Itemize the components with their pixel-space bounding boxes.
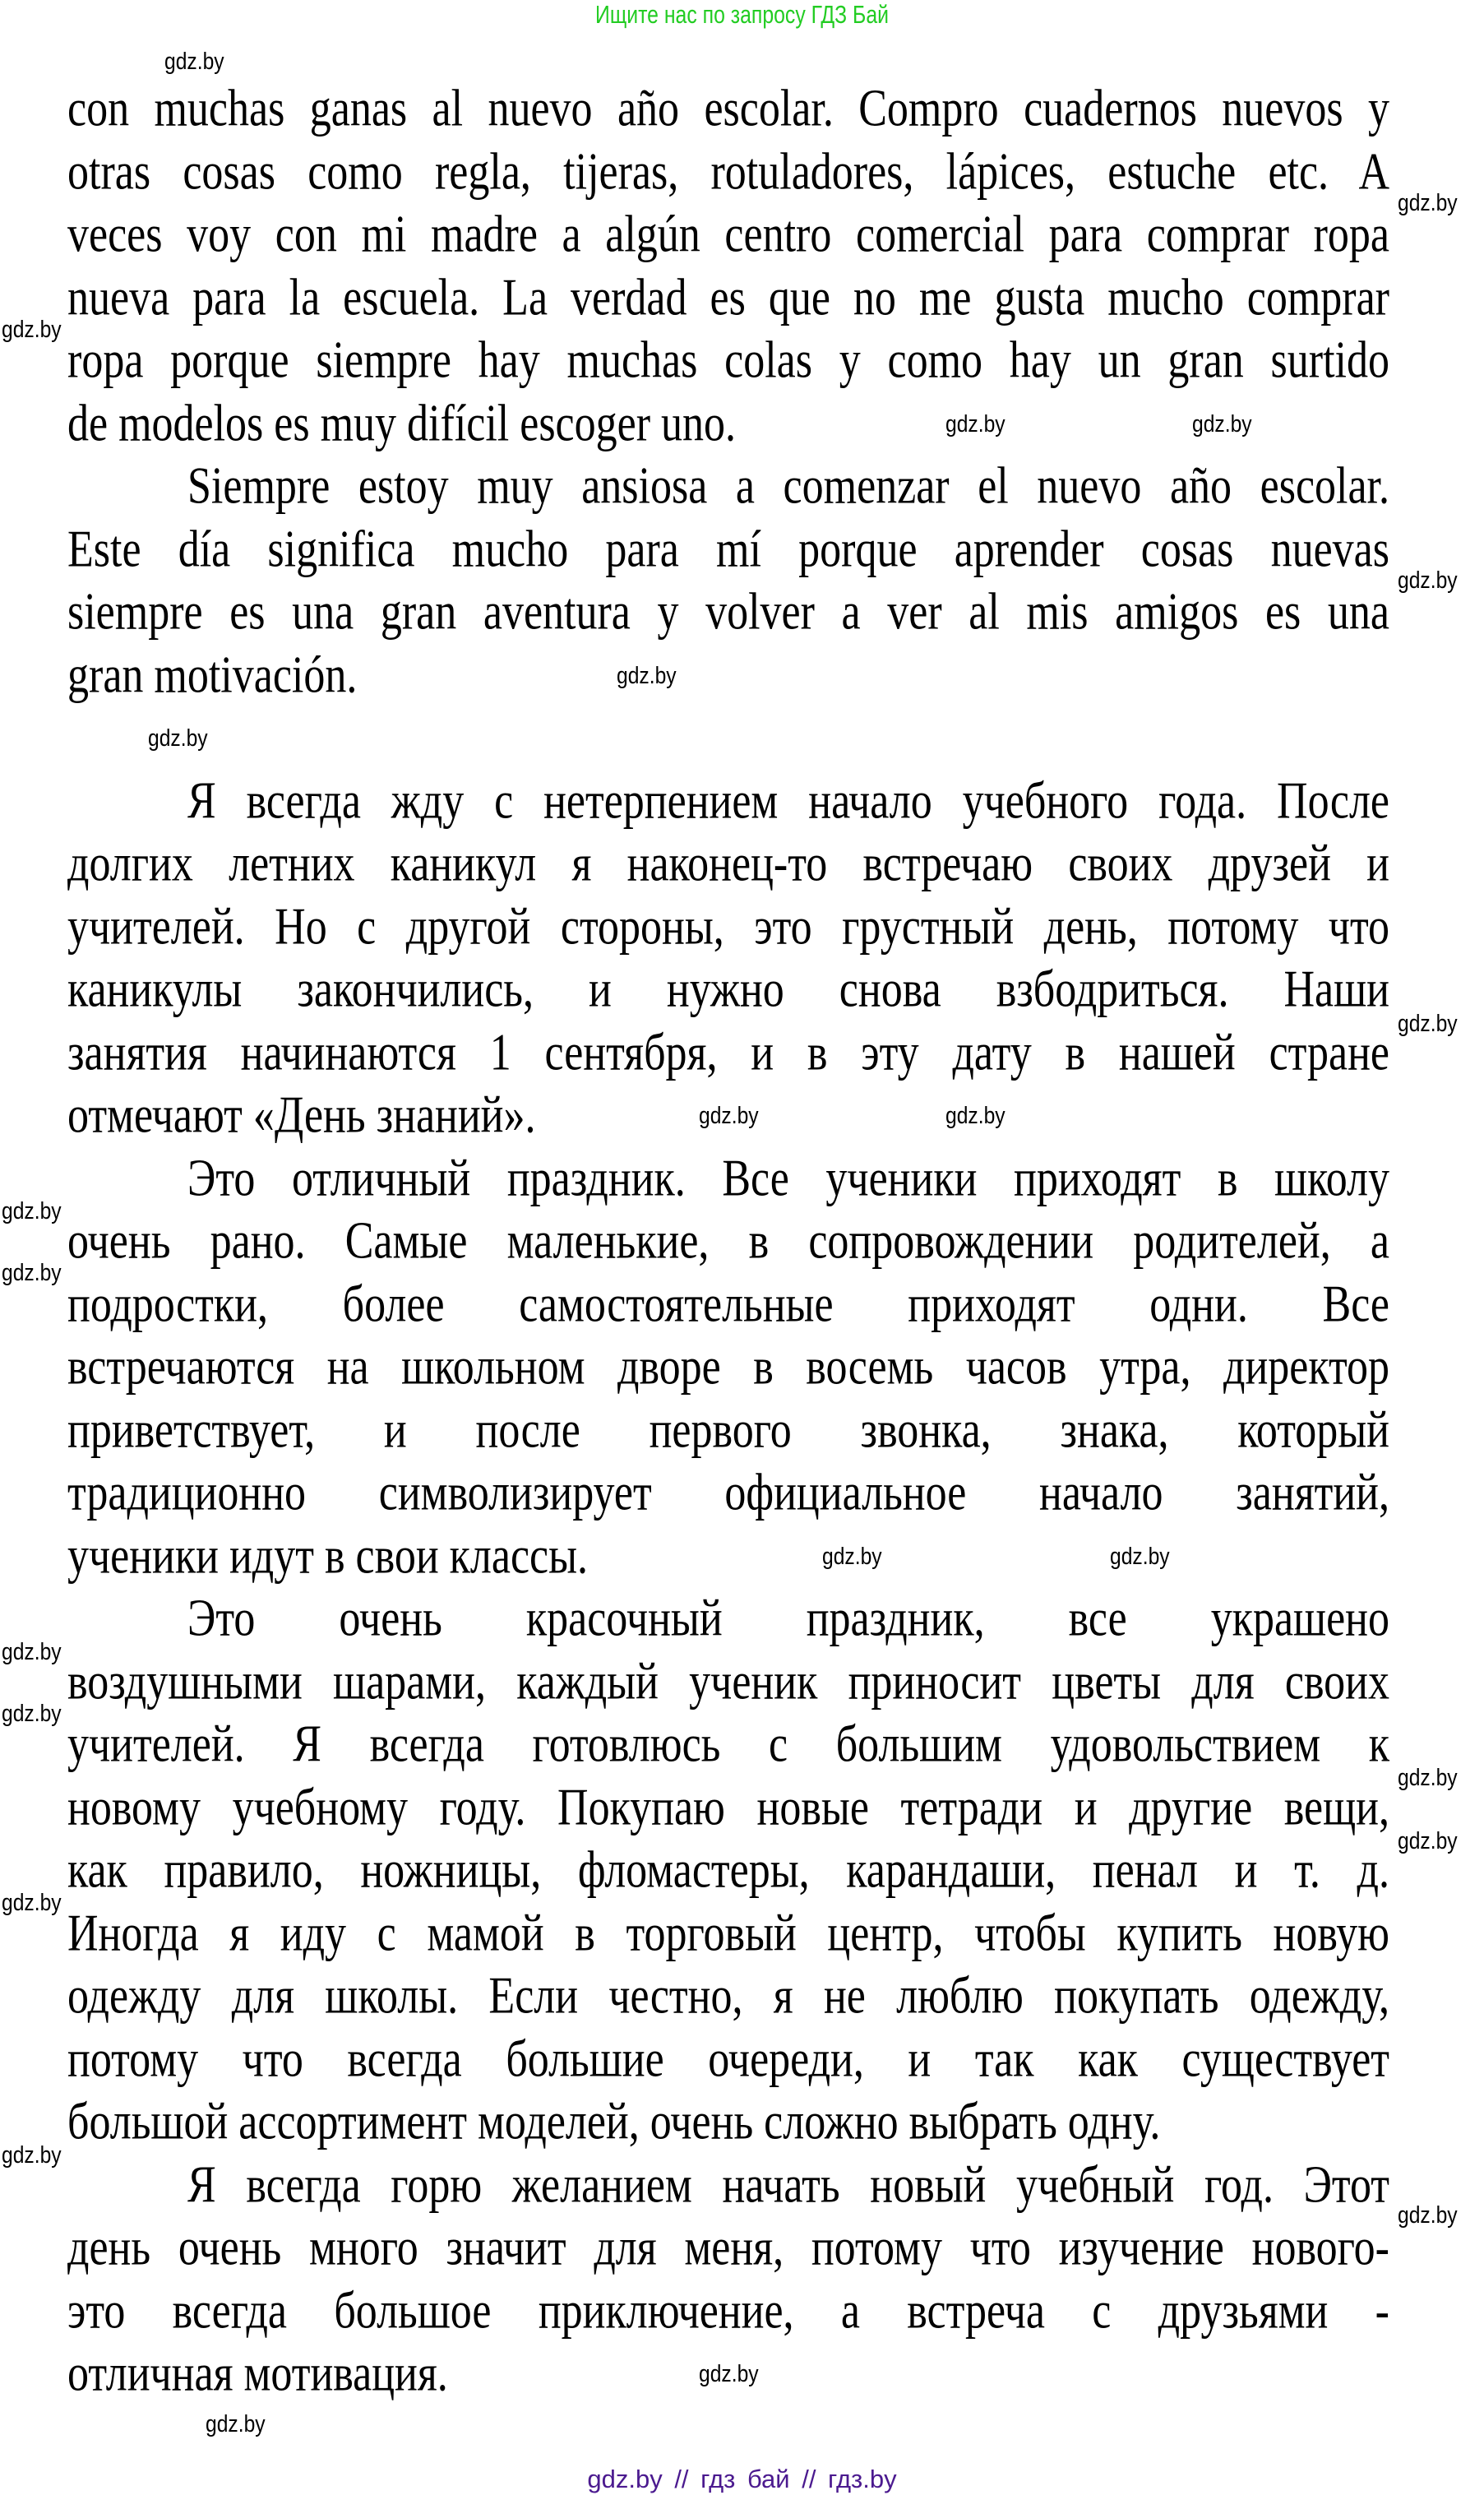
text-line: подростки, более самостоятельные приходят одни. Все (67, 1275, 1389, 1333)
watermark-text: gdz.by (617, 662, 677, 689)
text-line: nueva para la escuela. La verdad es que no me gusta mucho comprar (67, 269, 1389, 326)
text-line: традиционно символизирует официальное начало занятий, (67, 1464, 1389, 1522)
text-line: одежду для школы. Если честно, я не люблю покупать одежду, (67, 1967, 1389, 2025)
watermark-text: gdz.by (1398, 1011, 1458, 1037)
watermark-text: gdz.by (2, 1198, 62, 1224)
watermark-text: gdz.by (2, 1701, 62, 1727)
watermark-text: gdz.by (822, 1543, 882, 1570)
text-line: учителей. Я всегда готовлюсь с большим удовольствием к (67, 1715, 1389, 1774)
text-line: con muchas ganas al nuevo año escolar. Compro cuadernos nuevos y (67, 80, 1389, 138)
footer-links[interactable]: gdz.by // гдз бай // гдз.by (587, 2465, 897, 2493)
watermark-text: gdz.by (206, 2411, 266, 2437)
text-line: отмечают «День знаний». (67, 1086, 536, 1145)
text-line: otras cosas como regla, tijeras, rotuladores, lápices, estuche etc. A (67, 143, 1389, 201)
watermark-text: gdz.by (1192, 410, 1252, 437)
text-line: каникулы закончились, и нужно снова взбодриться. Наши (67, 961, 1389, 1019)
watermark-text: gdz.by (2, 1639, 62, 1665)
text-line: Это очень красочный праздник, все украшено (187, 1590, 1389, 1648)
watermark-text: gdz.by (1398, 1828, 1458, 1854)
watermark-text: gdz.by (2, 2142, 62, 2169)
text-line: воздушными шарами, каждый ученик приносит цветы для своих (67, 1653, 1389, 1710)
text-line: занятия начинаются 1 сентября, и в эту дату в нашей стране (67, 1024, 1389, 1081)
text-line: встречаются на школьном дворе в восемь часов утра, директор (67, 1338, 1389, 1396)
text-line: приветствует, и после первого звонка, знака, который (67, 1401, 1389, 1459)
text-line: Siempre estoy muy ansiosa a comenzar el nuevo año escolar. (187, 457, 1389, 516)
text-line: Este día significa mucho para mí porque aprender cosas nuevas (67, 521, 1389, 578)
watermark-text: gdz.by (1398, 2202, 1458, 2229)
text-line: день очень много значит для меня, потому что изучение нового- (67, 2219, 1389, 2277)
text-line: очень рано. Самые маленькие, в сопровождении родителей, а (67, 1212, 1389, 1271)
text-line: потому что всегда большие очереди, и так как существует (67, 2030, 1389, 2088)
text-line: ropa porque siempre hay muchas colas y como hay un gran surtido (67, 331, 1389, 390)
text-line: ученики идут в свои классы. (67, 1527, 589, 1585)
text-line: это всегда большое приключение, а встреча с друзьями - (67, 2282, 1389, 2340)
text-line: veces voy con mi madre a algún centro comercial para comprar ropa (67, 206, 1389, 264)
text-line: gran motivación. (67, 646, 358, 704)
header-banner: Ищите нас по запросу ГДЗ Бай (595, 0, 889, 29)
text-line: отличная мотивация. (67, 2345, 448, 2403)
watermark-text: gdz.by (1398, 1765, 1458, 1791)
text-line: Это отличный праздник. Все ученики приходят в школу (187, 1150, 1389, 1207)
text-line: Я всегда жду с нетерпением начало учебного года. После (187, 772, 1389, 830)
text-line: de modelos es muy difícil escoger uno. (67, 395, 737, 452)
watermark-text: gdz.by (699, 1103, 759, 1129)
text-line: как правило, ножницы, фломастеры, карандаши, пенал и т. д. (67, 1841, 1389, 1900)
watermark-text: gdz.by (945, 410, 1006, 437)
watermark-text: gdz.by (699, 2361, 759, 2387)
watermark-text: gdz.by (148, 725, 208, 752)
text-line: учителей. Но с другой стороны, это грустный день, потому что (67, 898, 1389, 956)
text-line: большой ассортимент моделей, очень сложно выбрать одну. (67, 2093, 1161, 2151)
watermark-text: gdz.by (1398, 190, 1458, 216)
watermark-text: gdz.by (2, 317, 62, 343)
text-line: новому учебному году. Покупаю новые тетради и другие вещи, (67, 1779, 1389, 1836)
watermark-text: gdz.by (1110, 1543, 1170, 1570)
watermark-text: gdz.by (2, 1260, 62, 1286)
text-line: долгих летних каникул я наконец-то встречаю своих друзей и (67, 835, 1389, 893)
text-line: Я всегда горю желанием начать новый учебный год. Этот (187, 2156, 1389, 2214)
watermark-text: gdz.by (2, 1890, 62, 1916)
watermark-text: gdz.by (1398, 567, 1458, 594)
text-line: Иногда я иду с мамой в торговый центр, чтобы купить новую (67, 1905, 1389, 1962)
text-line: siempre es una gran aventura y volver a ver al mis amigos es una (67, 583, 1389, 641)
watermark-text: gdz.by (164, 49, 224, 75)
watermark-text: gdz.by (945, 1103, 1006, 1129)
